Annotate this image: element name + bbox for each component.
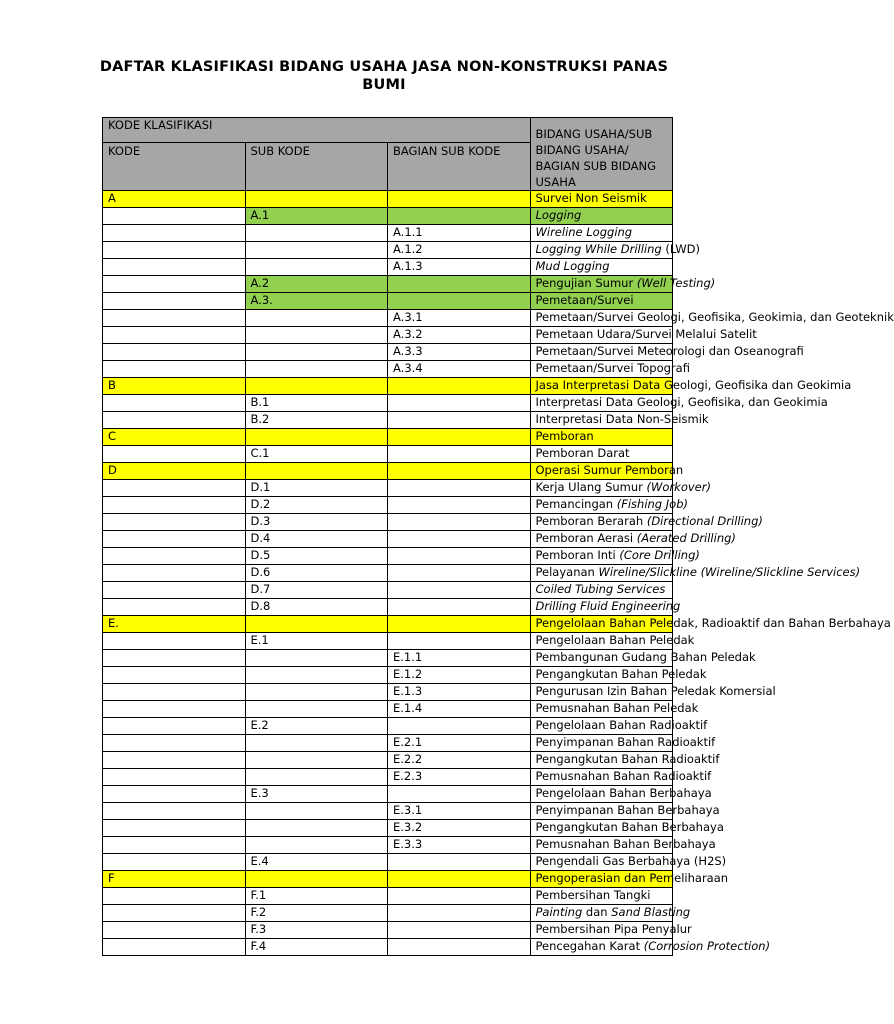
cell-kode	[103, 344, 246, 361]
cell-bidang-usaha	[530, 684, 776, 701]
table-row	[103, 293, 673, 310]
cell-bidang-usaha	[530, 565, 861, 582]
description-text: Pencegahan Karat	[535, 939, 644, 953]
description-text: Operasi Sumur Pemboran	[535, 463, 684, 477]
cell-sub-kode	[245, 242, 388, 259]
cell-kode	[103, 650, 246, 667]
table-row	[103, 242, 673, 259]
header-bidang-usaha: BIDANG USAHA/SUB BIDANG USAHA/ BAGIAN SUB BIDANG USAHA	[530, 118, 673, 191]
cell-bagian-sub-kode	[388, 888, 531, 905]
description-text: Pengendali Gas Berbahaya (H2S)	[535, 854, 727, 868]
cell-bidang-usaha	[530, 310, 894, 327]
cell-bidang-usaha	[530, 888, 673, 905]
table-row	[103, 769, 673, 786]
cell-sub-kode	[245, 429, 388, 446]
cell-sub-kode	[245, 344, 388, 361]
cell-bidang-usaha	[530, 548, 700, 565]
cell-bidang-usaha	[530, 446, 673, 463]
cell-bagian-sub-kode: E.3.2	[388, 820, 531, 837]
cell-kode	[103, 684, 246, 701]
description-text: (Core Drilling)	[619, 548, 700, 562]
table-row	[103, 395, 673, 412]
cell-kode	[103, 514, 246, 531]
header-bagian-sub-kode: BAGIAN SUB KODE	[388, 143, 531, 191]
description-text: Pemboran Inti	[535, 548, 620, 562]
cell-bidang-usaha	[530, 412, 709, 429]
cell-bidang-usaha	[530, 871, 729, 888]
cell-kode	[103, 667, 246, 684]
cell-kode	[103, 752, 246, 769]
cell-kode: D	[103, 463, 246, 480]
cell-kode	[103, 361, 246, 378]
cell-bidang-usaha	[530, 293, 673, 310]
description-text: Pemusnahan Bahan Peledak	[535, 701, 699, 715]
description-text: Interpretasi Data Non-Seismik	[535, 412, 709, 426]
cell-sub-kode: D.1	[245, 480, 388, 497]
cell-bagian-sub-kode: A.3.1	[388, 310, 531, 327]
title-line-2: BUMI	[362, 77, 406, 93]
cell-kode: F	[103, 871, 246, 888]
cell-sub-kode	[245, 803, 388, 820]
description-text: Pemboran	[535, 429, 594, 443]
cell-kode	[103, 327, 246, 344]
table-row	[103, 259, 673, 276]
cell-sub-kode	[245, 463, 388, 480]
cell-bagian-sub-kode	[388, 905, 531, 922]
table-row	[103, 701, 673, 718]
cell-bagian-sub-kode	[388, 378, 531, 395]
description-text: Logging	[535, 208, 582, 222]
table-row	[103, 820, 673, 837]
cell-bagian-sub-kode: E.1.3	[388, 684, 531, 701]
cell-bagian-sub-kode	[388, 633, 531, 650]
table-row	[103, 616, 673, 633]
cell-bagian-sub-kode	[388, 599, 531, 616]
cell-sub-kode: E.2	[245, 718, 388, 735]
cell-sub-kode: D.7	[245, 582, 388, 599]
cell-kode	[103, 548, 246, 565]
cell-bagian-sub-kode	[388, 922, 531, 939]
cell-bagian-sub-kode: E.1.2	[388, 667, 531, 684]
cell-sub-kode	[245, 225, 388, 242]
table-row	[103, 480, 673, 497]
header-kode-klasifikasi: KODE KLASIFIKASI	[103, 118, 531, 143]
cell-kode	[103, 293, 246, 310]
cell-sub-kode: F.2	[245, 905, 388, 922]
cell-bidang-usaha	[530, 667, 707, 684]
cell-bagian-sub-kode: A.3.4	[388, 361, 531, 378]
cell-bagian-sub-kode: A.3.3	[388, 344, 531, 361]
table-row	[103, 718, 673, 735]
cell-kode	[103, 735, 246, 752]
table-row	[103, 361, 673, 378]
cell-kode	[103, 786, 246, 803]
description-text: Pengurusan Izin Bahan Peledak Komersial	[535, 684, 776, 698]
cell-bagian-sub-kode	[388, 514, 531, 531]
cell-kode	[103, 242, 246, 259]
cell-sub-kode	[245, 769, 388, 786]
cell-bidang-usaha	[530, 633, 695, 650]
cell-kode	[103, 565, 246, 582]
cell-bagian-sub-kode	[388, 565, 531, 582]
description-text: Pembersihan Tangki	[535, 888, 651, 902]
description-text: Pemetaan Udara/Survei Melalui Satelit	[535, 327, 757, 341]
cell-bidang-usaha	[530, 514, 763, 531]
table-row	[103, 633, 673, 650]
table-row	[103, 514, 673, 531]
cell-sub-kode: F.1	[245, 888, 388, 905]
description-text: Kerja Ulang Sumur	[535, 480, 647, 494]
table-row	[103, 446, 673, 463]
cell-bidang-usaha	[530, 497, 688, 514]
cell-bidang-usaha	[530, 327, 757, 344]
table-row	[103, 548, 673, 565]
cell-sub-kode: D.3	[245, 514, 388, 531]
table-row	[103, 599, 673, 616]
description-text: Drilling Fluid Engineering	[535, 599, 681, 613]
table-header-row-1	[103, 118, 673, 143]
table-row	[103, 310, 673, 327]
cell-sub-kode	[245, 259, 388, 276]
cell-bagian-sub-kode	[388, 429, 531, 446]
document-title	[90, 58, 678, 94]
cell-kode	[103, 820, 246, 837]
cell-sub-kode	[245, 735, 388, 752]
cell-sub-kode: C.1	[245, 446, 388, 463]
cell-bidang-usaha	[530, 701, 699, 718]
table-row	[103, 378, 673, 395]
cell-bagian-sub-kode	[388, 582, 531, 599]
table-row	[103, 888, 673, 905]
description-text: Penyimpanan Bahan Radioaktif	[535, 735, 716, 749]
cell-bagian-sub-kode	[388, 871, 531, 888]
cell-bidang-usaha	[530, 208, 673, 225]
description-text: Pengujian Sumur	[535, 276, 637, 290]
description-text: Pengelolaan Bahan Peledak, Radioaktif dan Bahan Berbahaya	[535, 616, 891, 630]
cell-sub-kode	[245, 701, 388, 718]
cell-sub-kode	[245, 871, 388, 888]
cell-bidang-usaha	[530, 616, 891, 633]
cell-bidang-usaha	[530, 718, 708, 735]
cell-bagian-sub-kode	[388, 395, 531, 412]
description-text: (Corrosion Protection)	[643, 939, 771, 953]
cell-bagian-sub-kode	[388, 548, 531, 565]
cell-sub-kode: D.8	[245, 599, 388, 616]
cell-bagian-sub-kode: E.2.1	[388, 735, 531, 752]
cell-sub-kode	[245, 327, 388, 344]
cell-kode	[103, 854, 246, 871]
description-text: Pengangkutan Bahan Peledak	[535, 667, 707, 681]
cell-kode	[103, 718, 246, 735]
description-text: Pemboran Darat	[535, 446, 630, 460]
cell-sub-kode: E.4	[245, 854, 388, 871]
cell-bidang-usaha	[530, 752, 720, 769]
cell-sub-kode	[245, 684, 388, 701]
cell-bagian-sub-kode	[388, 208, 531, 225]
description-text: (Fishing Job)	[616, 497, 688, 511]
cell-kode	[103, 888, 246, 905]
cell-kode	[103, 276, 246, 293]
description-text: (Aerated Drilling)	[636, 531, 736, 545]
description-text: Pengelolaan Bahan Radioaktif	[535, 718, 708, 732]
cell-bidang-usaha	[530, 463, 684, 480]
cell-sub-kode: A.2	[245, 276, 388, 293]
description-text: Pemusnahan Bahan Berbahaya	[535, 837, 716, 851]
cell-sub-kode	[245, 378, 388, 395]
table-row	[103, 191, 673, 208]
cell-bidang-usaha	[530, 854, 727, 871]
cell-bidang-usaha	[530, 225, 673, 242]
description-text: Pengelolaan Bahan Peledak	[535, 633, 695, 647]
cell-sub-kode: B.1	[245, 395, 388, 412]
cell-kode	[103, 310, 246, 327]
cell-kode	[103, 803, 246, 820]
cell-bagian-sub-kode	[388, 463, 531, 480]
cell-sub-kode: A.1	[245, 208, 388, 225]
cell-kode: B	[103, 378, 246, 395]
cell-bagian-sub-kode	[388, 786, 531, 803]
cell-bidang-usaha	[530, 395, 828, 412]
table-row	[103, 225, 673, 242]
cell-bagian-sub-kode	[388, 497, 531, 514]
description-text: Sand Blasting	[611, 905, 691, 919]
description-text: Interpretasi Data Geologi, Geofisika, dan Geokimia	[535, 395, 828, 409]
cell-kode	[103, 480, 246, 497]
cell-bidang-usaha	[530, 582, 673, 599]
cell-kode	[103, 939, 246, 956]
cell-sub-kode: E.1	[245, 633, 388, 650]
table-row	[103, 939, 673, 956]
cell-kode	[103, 701, 246, 718]
cell-bidang-usaha	[530, 276, 716, 293]
cell-bagian-sub-kode	[388, 616, 531, 633]
header-kode: KODE	[103, 143, 246, 191]
table-row	[103, 429, 673, 446]
cell-bagian-sub-kode: A.1.1	[388, 225, 531, 242]
classification-table	[102, 117, 894, 956]
cell-bagian-sub-kode: E.3.1	[388, 803, 531, 820]
cell-bagian-sub-kode: E.2.3	[388, 769, 531, 786]
cell-sub-kode: E.3	[245, 786, 388, 803]
cell-kode: A	[103, 191, 246, 208]
cell-bidang-usaha	[530, 531, 736, 548]
cell-bidang-usaha	[530, 735, 716, 752]
cell-sub-kode	[245, 820, 388, 837]
description-text: Pemetaan/Survei Geologi, Geofisika, Geokimia, dan Geoteknik	[535, 310, 894, 324]
description-text: Pembersihan Pipa Penyalur	[535, 922, 692, 936]
table-row	[103, 463, 673, 480]
cell-kode	[103, 922, 246, 939]
cell-bagian-sub-kode	[388, 446, 531, 463]
cell-bidang-usaha	[530, 242, 700, 259]
cell-bagian-sub-kode: E.1.1	[388, 650, 531, 667]
table-row	[103, 327, 673, 344]
cell-bagian-sub-kode: E.1.4	[388, 701, 531, 718]
description-text: Wireline/Slickline (Wireline/Slickline Services)	[598, 565, 861, 579]
cell-sub-kode	[245, 191, 388, 208]
description-text: Pemboran Aerasi	[535, 531, 637, 545]
cell-bidang-usaha	[530, 480, 711, 497]
cell-bagian-sub-kode: A.3.2	[388, 327, 531, 344]
description-text: dan	[582, 905, 612, 919]
description-text: Pembangunan Gudang Bahan Peledak	[535, 650, 756, 664]
cell-sub-kode	[245, 650, 388, 667]
cell-bagian-sub-kode: A.1.2	[388, 242, 531, 259]
description-text: Mud Logging	[535, 259, 610, 273]
cell-sub-kode	[245, 361, 388, 378]
table-row	[103, 871, 673, 888]
description-text: Logging While Drilling	[535, 242, 662, 256]
description-text: Pemetaan/Survei Topografi	[535, 361, 690, 375]
description-text: Pengangkutan Bahan Berbahaya	[535, 820, 724, 834]
cell-kode	[103, 531, 246, 548]
table-row	[103, 650, 673, 667]
cell-bagian-sub-kode	[388, 191, 531, 208]
cell-sub-kode	[245, 310, 388, 327]
cell-sub-kode: D.2	[245, 497, 388, 514]
cell-bidang-usaha	[530, 803, 720, 820]
description-text: Pemboran Berarah	[535, 514, 647, 528]
cell-kode	[103, 497, 246, 514]
description-text: (Well Testing)	[636, 276, 716, 290]
cell-sub-kode	[245, 667, 388, 684]
table-row	[103, 565, 673, 582]
cell-bagian-sub-kode	[388, 293, 531, 310]
cell-bidang-usaha	[530, 378, 852, 395]
cell-kode	[103, 446, 246, 463]
cell-bidang-usaha	[530, 939, 771, 956]
cell-bidang-usaha	[530, 786, 712, 803]
table-row	[103, 531, 673, 548]
table-row	[103, 684, 673, 701]
table-row	[103, 667, 673, 684]
cell-sub-kode: A.3.	[245, 293, 388, 310]
cell-bidang-usaha	[530, 905, 691, 922]
table-row	[103, 497, 673, 514]
cell-sub-kode: B.2	[245, 412, 388, 429]
cell-kode	[103, 208, 246, 225]
cell-bidang-usaha	[530, 922, 692, 939]
cell-kode	[103, 633, 246, 650]
cell-kode	[103, 412, 246, 429]
cell-bidang-usaha	[530, 650, 756, 667]
cell-bagian-sub-kode	[388, 276, 531, 293]
cell-kode	[103, 769, 246, 786]
description-text: Painting	[535, 905, 583, 919]
cell-sub-kode	[245, 616, 388, 633]
cell-kode	[103, 259, 246, 276]
description-text: Pemetaan/Survei	[535, 293, 634, 307]
cell-bidang-usaha	[530, 429, 673, 446]
cell-bidang-usaha	[530, 259, 673, 276]
cell-kode	[103, 225, 246, 242]
table-row	[103, 412, 673, 429]
table-row	[103, 344, 673, 361]
cell-sub-kode: D.5	[245, 548, 388, 565]
cell-bagian-sub-kode	[388, 854, 531, 871]
cell-kode	[103, 395, 246, 412]
description-text: Pemancingan	[535, 497, 617, 511]
cell-sub-kode: D.4	[245, 531, 388, 548]
description-text: Pengelolaan Bahan Berbahaya	[535, 786, 712, 800]
description-text: Penyimpanan Bahan Berbahaya	[535, 803, 720, 817]
description-text: Jasa Interpretasi Data Geologi, Geofisika dan Geokimia	[535, 378, 852, 392]
cell-sub-kode	[245, 837, 388, 854]
cell-bagian-sub-kode: A.1.3	[388, 259, 531, 276]
table-row	[103, 922, 673, 939]
table-row	[103, 752, 673, 769]
cell-kode	[103, 599, 246, 616]
cell-sub-kode: F.4	[245, 939, 388, 956]
cell-kode: E.	[103, 616, 246, 633]
description-text: Coiled Tubing Services	[535, 582, 666, 596]
cell-bidang-usaha	[530, 344, 804, 361]
table-row	[103, 276, 673, 293]
cell-kode	[103, 582, 246, 599]
description-text: Survei Non Seismik	[535, 191, 647, 205]
cell-bagian-sub-kode	[388, 412, 531, 429]
cell-sub-kode: F.3	[245, 922, 388, 939]
cell-bidang-usaha	[530, 361, 690, 378]
cell-bidang-usaha	[530, 191, 673, 208]
description-text: Pengoperasian dan Pemeliharaan	[535, 871, 729, 885]
description-text: Pelayanan	[535, 565, 599, 579]
header-sub-kode: SUB KODE	[245, 143, 388, 191]
description-text: Wireline Logging	[535, 225, 633, 239]
table-row	[103, 837, 673, 854]
title-line-1: DAFTAR KLASIFIKASI BIDANG USAHA JASA NON-KONSTRUKSI PANAS	[99, 59, 669, 75]
description-text: (Directional Drilling)	[646, 514, 763, 528]
cell-sub-kode	[245, 752, 388, 769]
cell-bidang-usaha	[530, 837, 716, 854]
cell-bidang-usaha	[530, 820, 724, 837]
cell-bagian-sub-kode	[388, 939, 531, 956]
description-text: Pemetaan/Survei Meteorologi dan Oseanografi	[535, 344, 804, 358]
cell-sub-kode: D.6	[245, 565, 388, 582]
table-row	[103, 735, 673, 752]
table-row	[103, 803, 673, 820]
cell-bagian-sub-kode: E.2.2	[388, 752, 531, 769]
cell-bidang-usaha	[530, 599, 681, 616]
cell-bagian-sub-kode	[388, 480, 531, 497]
description-text: Pengangkutan Bahan Radioaktif	[535, 752, 720, 766]
cell-bagian-sub-kode: E.3.3	[388, 837, 531, 854]
table-row	[103, 786, 673, 803]
table-row	[103, 582, 673, 599]
table-row	[103, 208, 673, 225]
cell-bidang-usaha	[530, 769, 712, 786]
table-row	[103, 905, 673, 922]
cell-kode	[103, 905, 246, 922]
description-text: (Workover)	[646, 480, 711, 494]
cell-bagian-sub-kode	[388, 718, 531, 735]
cell-kode: C	[103, 429, 246, 446]
description-text: Pemusnahan Bahan Radioaktif	[535, 769, 712, 783]
description-text: (LWD)	[661, 242, 700, 256]
cell-bagian-sub-kode	[388, 531, 531, 548]
cell-kode	[103, 837, 246, 854]
table-row	[103, 854, 673, 871]
